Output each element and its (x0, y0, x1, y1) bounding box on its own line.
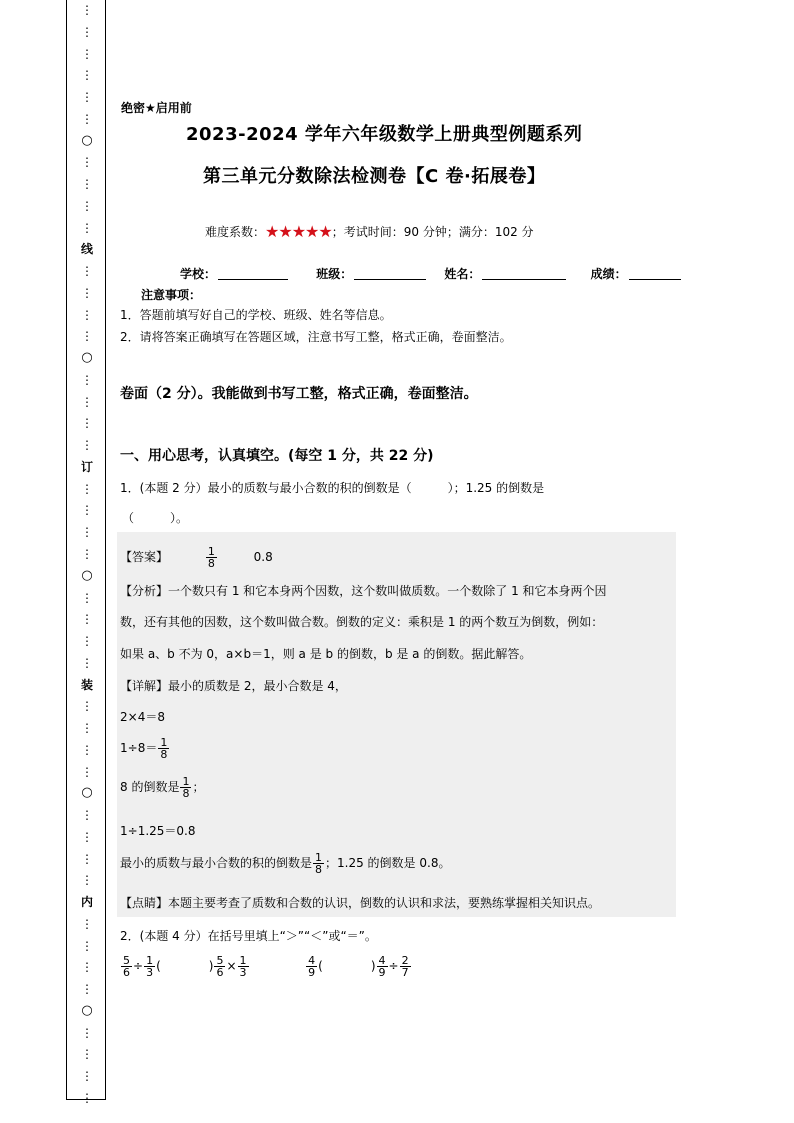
binding-dots: ⋮ (81, 481, 93, 496)
school-blank[interactable] (218, 267, 288, 280)
class-blank[interactable] (354, 267, 426, 280)
binding-dots: ⋮ (81, 1025, 93, 1040)
binding-dots: ⋮ (81, 3, 93, 17)
binding-char: 内 (80, 895, 93, 910)
binding-dots: ⋮ (81, 721, 93, 736)
binding-char: 订 (80, 459, 93, 474)
field-name: 姓名： (444, 265, 566, 282)
page-title: 2023-2024 学年六年级数学上册典型例题系列 (186, 124, 583, 145)
binding-dots: ⋮ (81, 1069, 93, 1084)
question-1-text-cont: （ ）。 (122, 511, 189, 525)
comparison-blank[interactable]: ( ) (318, 959, 376, 973)
binding-dots: ⋮ (81, 851, 93, 866)
answer-value: 0.8 (253, 550, 273, 564)
binding-dots: ⋮ (81, 916, 93, 931)
question-1-text: 1．(本题 2 分）最小的质数与最小合数的积的倒数是（ ）；1.25 的倒数是 (120, 481, 545, 495)
binding-dots: ⋮ (81, 198, 93, 213)
star-rating-icon: ★★★★★ (265, 222, 332, 241)
binding-dots: ⋮ (81, 960, 93, 975)
fraction: $\frac{5}{6}$ (216, 954, 224, 979)
binding-dots: ⋮ (81, 416, 93, 431)
answer-label: 【答案】 (120, 550, 169, 564)
exam-info: ；考试时间：90 分钟；满分：102 分 (331, 225, 534, 239)
binding-dots: ⋮ (81, 547, 93, 561)
paper-face-statement: 卷面（2 分）。我能做到书写工整，格式正确，卷面整洁。 (120, 386, 478, 402)
binding-dots: ⋮ (81, 873, 93, 888)
question-2-expressions: $\frac{5}{6}$ ÷ $\frac{1}{3}$ ( ) $\frac{5}{6}$ × $\frac{1}{3}$ $\frac{4}{9}$ ( ) $\frac{4}{9}$ ÷ $\frac{2}{7}$ (123, 954, 409, 979)
note-item: 1．答题前填写好自己的学校、班级、姓名等信息。 (120, 308, 392, 322)
fraction: $\frac{4}{9}$ (378, 954, 386, 979)
binding-dots: ⋮ (81, 634, 93, 649)
binding-circle-icon: ○ (81, 785, 93, 801)
binding-circle-icon: ○ (81, 132, 93, 148)
binding-dots: ⋮ (81, 590, 93, 605)
binding-char: 装 (80, 677, 93, 692)
question-2-text: 2．(本题 4 分）在括号里填上“＞”“＜”或“＝”。 (120, 929, 377, 943)
fraction: $\frac{4}{9}$ (308, 954, 316, 979)
detail-line: 【详解】最小的质数是 2，最小合数是 4， (120, 679, 347, 693)
score-blank[interactable] (629, 267, 681, 280)
binding-dots: ⋮ (81, 177, 93, 192)
field-score: 成绩： (591, 265, 681, 282)
binding-dots: ⋮ (81, 655, 93, 670)
binding-dots: ⋮ (81, 111, 93, 126)
binding-dots: ⋮ (81, 155, 93, 170)
section-heading: 一、用心思考，认真填空。(每空 1 分，共 22 分) (120, 448, 434, 464)
binding-dots: ⋮ (81, 307, 93, 322)
binding-dots: ⋮ (81, 394, 93, 409)
fraction: $\frac{5}{6}$ (123, 954, 130, 979)
note-item: 2．请将答案正确填写在答题区域，注意书写工整，格式正确，卷面整洁。 (120, 330, 512, 344)
detail-line: 2×4＝8 (120, 710, 165, 724)
detail-line: 最小的质数与最小合数的积的倒数是 $\frac{1}{8}$ ；1.25 的倒数是 0.8。 (120, 851, 451, 876)
detail-line: 1÷8＝ $\frac{1}{8}$ (120, 736, 168, 761)
name-blank[interactable] (482, 267, 566, 280)
binding-dots: ⋮ (81, 285, 93, 300)
field-class: 班级： (316, 265, 426, 282)
answer-line (120, 546, 273, 569)
binding-dots: ⋮ (81, 525, 93, 540)
binding-dots: ⋮ (81, 503, 93, 518)
fraction: $\frac{1}{8}$ (182, 775, 190, 800)
binding-dots: ⋮ (81, 264, 93, 279)
analysis-line: 数，还有其他的因数，这个数叫做合数。倒数的定义：乘积是 1 的两个数互为倒数，例如： (120, 615, 604, 629)
detail-line: 1÷1.25＝0.8 (120, 824, 196, 838)
fraction: $\frac{1}{8}$ (160, 736, 168, 761)
binding-dots: ⋮ (81, 90, 93, 105)
binding-dots: ⋮ (81, 46, 93, 61)
analysis-line: 【分析】一个数只有 1 和它本身两个因数，这个数叫做质数。一个数除了 1 和它本身两个因 (120, 584, 607, 598)
field-school: 学校： (180, 265, 288, 282)
binding-dots: ⋮ (81, 329, 93, 344)
analysis-line: 如果 a、b 不为 0，a×b＝1，则 a 是 b 的倒数，b 是 a 的倒数。据此解答。 (120, 647, 532, 661)
secret-label: 绝密★启用前 (121, 101, 192, 115)
binding-marks (67, 0, 107, 1105)
binding-dots: ⋮ (81, 438, 93, 453)
binding-dots: ⋮ (81, 982, 93, 997)
binding-dots: ⋮ (81, 938, 93, 953)
binding-dots: ⋮ (81, 1047, 93, 1062)
fraction: $\frac{1}{8}$ (315, 851, 323, 876)
notes-heading: 注意事项： (141, 288, 202, 302)
fraction: $\frac{1}{3}$ (146, 954, 154, 979)
binding-dots: ⋮ (81, 24, 93, 39)
binding-dots: ⋮ (81, 1091, 93, 1105)
binding-char: 线 (80, 242, 93, 257)
fraction: $\frac{1}{3}$ (239, 954, 247, 979)
binding-dots: ⋮ (81, 68, 93, 83)
page-subtitle: 第三单元分数除法检测卷【C 卷·拓展卷】 (203, 166, 546, 187)
comparison-blank[interactable]: ( ) (156, 959, 214, 973)
binding-dots: ⋮ (81, 372, 93, 387)
student-info-fields (180, 265, 681, 282)
answer-fraction: $\frac{1}{8}$ (207, 545, 215, 570)
binding-dots: ⋮ (81, 742, 93, 757)
binding-dots: ⋮ (81, 220, 93, 235)
binding-dots: ⋮ (81, 764, 93, 779)
difficulty-line (205, 222, 534, 241)
binding-dots: ⋮ (81, 612, 93, 627)
fraction: $\frac{2}{7}$ (401, 954, 409, 979)
tip-line: 【点睛】本题主要考查了质数和合数的认识，倒数的认识和求法，要熟练掌握相关知识点。 (120, 896, 601, 910)
binding-circle-icon: ○ (81, 567, 93, 583)
binding-margin (66, 0, 106, 1105)
binding-circle-icon: ○ (81, 1002, 93, 1018)
binding-dots: ⋮ (81, 699, 93, 714)
binding-circle-icon: ○ (81, 350, 93, 366)
binding-dots: ⋮ (81, 808, 93, 823)
difficulty-label: 难度系数： (205, 225, 266, 239)
detail-line: 8 的倒数是 $\frac{1}{8}$ ； (120, 775, 205, 800)
binding-dots: ⋮ (81, 829, 93, 844)
